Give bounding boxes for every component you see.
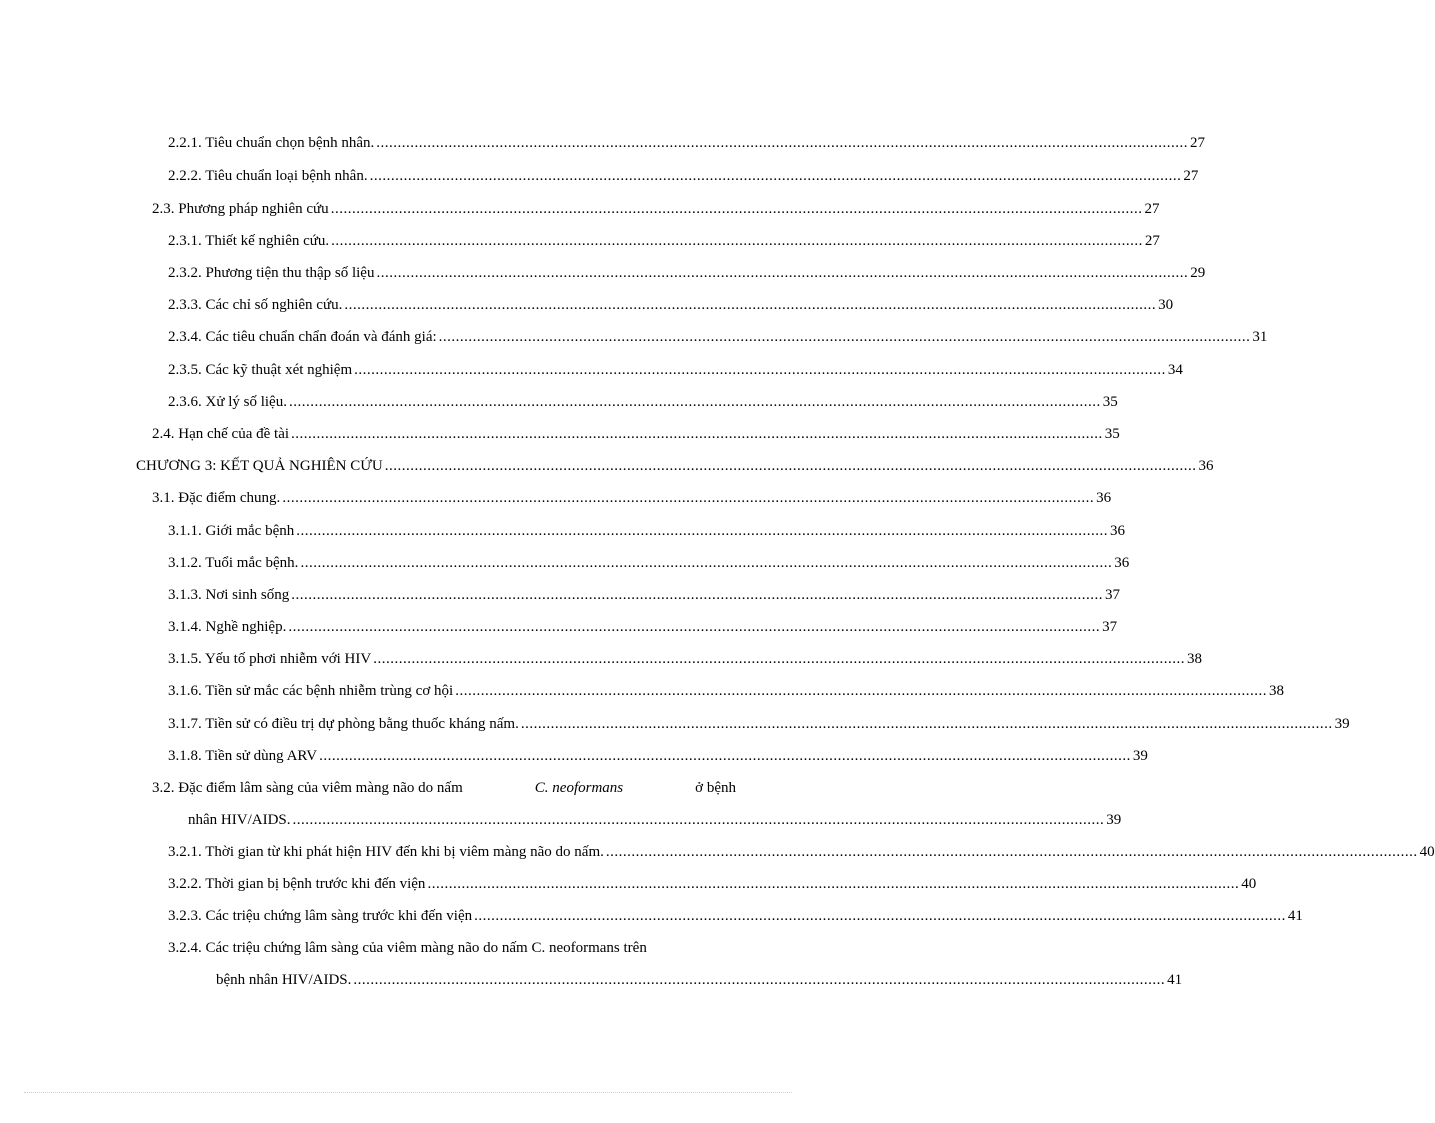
toc-entry[interactable]: [168, 263, 1206, 283]
toc-entry[interactable]: [168, 714, 1350, 734]
toc-page-number: 27: [1189, 135, 1205, 151]
toc-entry[interactable]: [168, 166, 1199, 186]
toc-entry[interactable]: [168, 649, 1202, 669]
toc-entry[interactable]: [168, 585, 1121, 605]
toc-page-number: 41: [1287, 908, 1303, 924]
toc-entry-title: bệnh nhân HIV/AIDS.: [216, 972, 352, 988]
toc-leader: ...............................................................................................................................................................................................: [291, 426, 1103, 442]
toc-page-number: 35: [1102, 394, 1118, 410]
toc-entry[interactable]: [168, 133, 1205, 153]
toc-page-number: 27: [1144, 201, 1160, 217]
toc-leader: ...............................................................................................................................................................................................: [300, 555, 1113, 571]
toc-entry-title: 3.2.3. Các triệu chứng lâm sàng trước khi đến viện: [168, 908, 473, 924]
toc-page-number: 38: [1186, 651, 1202, 667]
toc-entry[interactable]: [168, 360, 1183, 380]
toc-leader: ...............................................................................................................................................................................................: [288, 394, 1101, 410]
toc-entry-wrapped-second-line[interactable]: [188, 810, 1122, 830]
toc-entry-wrapped-first-line[interactable]: [168, 938, 736, 958]
toc-entry-title: 3.2.2. Thời gian bị bệnh trước khi đến viện: [168, 876, 426, 892]
toc-entry-title: 3.2.1. Thời gian từ khi phát hiện HIV đến khi bị viêm màng não do nấm.: [168, 844, 604, 860]
toc-leader: ...............................................................................................................................................................................................: [376, 135, 1188, 151]
toc-page-number: 30: [1158, 297, 1174, 313]
toc-leader: ...............................................................................................................................................................................................: [319, 748, 1131, 764]
toc-entry-title: 2.3. Phương pháp nghiên cứu: [152, 201, 329, 217]
toc-page-number: 39: [1334, 716, 1350, 732]
toc-leader: ...............................................................................................................................................................................................: [474, 908, 1286, 924]
toc-entry-title: 3.1. Đặc điểm chung.: [152, 490, 281, 506]
toc-entry[interactable]: [168, 295, 1174, 315]
toc-entry-title: 2.3.3. Các chỉ số nghiên cứu.: [168, 297, 343, 313]
toc-leader: ...............................................................................................................................................................................................: [344, 297, 1157, 313]
toc-entry-title-italic: C. neoformans: [534, 780, 624, 796]
toc-entry[interactable]: [168, 842, 1435, 862]
toc-entry-title: 3.1.7. Tiền sử có điều trị dự phòng bằng thuốc kháng nấm.: [168, 716, 519, 732]
toc-leader: ...............................................................................................................................................................................................: [354, 362, 1166, 378]
toc-entry-title: CHƯƠNG 3: KẾT QUẢ NGHIÊN CỨU: [136, 458, 383, 474]
toc-page-number: 39: [1132, 748, 1148, 764]
toc-page-number: 38: [1268, 683, 1284, 699]
toc-entry-title: 2.3.2. Phương tiện thu thập số liệu: [168, 265, 375, 281]
toc-entry-title: 3.1.6. Tiền sử mắc các bệnh nhiễm trùng cơ hội: [168, 683, 454, 699]
toc-entry[interactable]: [168, 327, 1268, 347]
toc-entry-title: 2.4. Hạn chế của đề tài: [152, 426, 290, 442]
toc-leader: ...............................................................................................................................................................................................: [288, 619, 1101, 635]
toc-entry[interactable]: [168, 874, 1257, 894]
toc-page-number: 36: [1198, 458, 1214, 474]
toc-page-number: 37: [1105, 587, 1121, 603]
toc-page-number: 34: [1167, 362, 1183, 378]
toc-page-number: 36: [1096, 490, 1112, 506]
toc-entry[interactable]: [152, 488, 1112, 508]
toc-page-number: 35: [1104, 426, 1120, 442]
toc-leader: ...............................................................................................................................................................................................: [605, 844, 1418, 860]
toc-entry[interactable]: [168, 231, 1160, 251]
toc-entry[interactable]: [168, 521, 1125, 541]
toc-leader: ...............................................................................................................................................................................................: [291, 587, 1104, 603]
toc-leader: ...............................................................................................................................................................................................: [376, 265, 1189, 281]
toc-leader: ...............................................................................................................................................................................................: [282, 490, 1095, 506]
toc-leader: ...............................................................................................................................................................................................: [438, 329, 1251, 345]
toc-entry-title: 3.1.3. Nơi sinh sống: [168, 587, 290, 603]
toc-leader: ...............................................................................................................................................................................................: [520, 716, 1333, 732]
toc-entry-title: 2.2.1. Tiêu chuẩn chọn bệnh nhân.: [168, 135, 375, 151]
toc-page-number: 27: [1144, 233, 1160, 249]
toc-leader: ...............................................................................................................................................................................................: [292, 812, 1105, 828]
toc-entry[interactable]: [152, 424, 1120, 444]
toc-entry-title: 3.1.4. Nghề nghiệp.: [168, 619, 287, 635]
toc-entry[interactable]: [168, 392, 1118, 412]
toc-page-number: 31: [1252, 329, 1268, 345]
toc-leader: ...............................................................................................................................................................................................: [427, 876, 1240, 892]
toc-entry-title: 3.1.2. Tuổi mắc bệnh.: [168, 555, 299, 571]
toc-page-number: 36: [1114, 555, 1130, 571]
toc-entry-title: 3.1.8. Tiền sử dùng ARV: [168, 748, 318, 764]
toc-entry-title: 2.3.1. Thiết kế nghiên cứu.: [168, 233, 330, 249]
toc-entry-title: 2.2.2. Tiêu chuẩn loại bệnh nhân.: [168, 168, 368, 184]
toc-entry-title: 3.1.5. Yếu tố phơi nhiễm với HIV: [168, 651, 372, 667]
toc-page-number: 40: [1241, 876, 1257, 892]
toc-page-number: 36: [1110, 523, 1125, 539]
toc-leader: ...............................................................................................................................................................................................: [353, 972, 1166, 988]
toc-entry-title: 3.1.1. Giới mắc bệnh: [168, 523, 295, 539]
toc-page-number: 29: [1190, 265, 1206, 281]
toc-leader: ...............................................................................................................................................................................................: [331, 233, 1143, 249]
footer-divider: [24, 1092, 792, 1093]
toc-page-number: 40: [1419, 844, 1435, 860]
toc-entry-title: 2.3.4. Các tiêu chuẩn chẩn đoán và đánh giá:: [168, 329, 437, 345]
toc-entry-title: 2.3.6. Xử lý số liệu.: [168, 394, 287, 410]
toc-page-number: 27: [1183, 168, 1199, 184]
toc-entry[interactable]: [152, 199, 1160, 219]
toc-entry-title-end: ở bệnh: [695, 780, 736, 796]
toc-leader: ...............................................................................................................................................................................................: [455, 683, 1267, 699]
toc-entry-wrapped-second-line[interactable]: [216, 970, 1183, 990]
toc-chapter-entry[interactable]: [136, 456, 1214, 476]
toc-leader: ...............................................................................................................................................................................................: [330, 201, 1143, 217]
toc-leader: ...............................................................................................................................................................................................: [384, 458, 1197, 474]
toc-page-number: 39: [1106, 812, 1122, 828]
toc-entry[interactable]: [168, 553, 1130, 573]
toc-entry-title-start: 3.2. Đặc điểm lâm sàng của viêm màng não do nấm: [152, 780, 463, 796]
toc-leader: ...............................................................................................................................................................................................: [373, 651, 1185, 667]
toc-leader: ...............................................................................................................................................................................................: [296, 523, 1108, 539]
toc-page-number: 41: [1167, 972, 1183, 988]
toc-page-number: 37: [1102, 619, 1118, 635]
toc-entry-wrapped-first-line[interactable]: [152, 778, 736, 798]
toc-entry[interactable]: [168, 617, 1118, 637]
toc-leader: ...............................................................................................................................................................................................: [369, 168, 1182, 184]
toc-entry[interactable]: [168, 681, 1284, 701]
toc-entry[interactable]: [168, 906, 1303, 926]
toc-entry[interactable]: [168, 746, 1148, 766]
toc-entry-title: 2.3.5. Các kỹ thuật xét nghiệm: [168, 362, 353, 378]
toc-entry-title: 3.2.4. Các triệu chứng lâm sàng của viêm màng não do nấm C. neoformans trên: [168, 940, 647, 956]
toc-entry-title: nhân HIV/AIDS.: [188, 812, 291, 828]
